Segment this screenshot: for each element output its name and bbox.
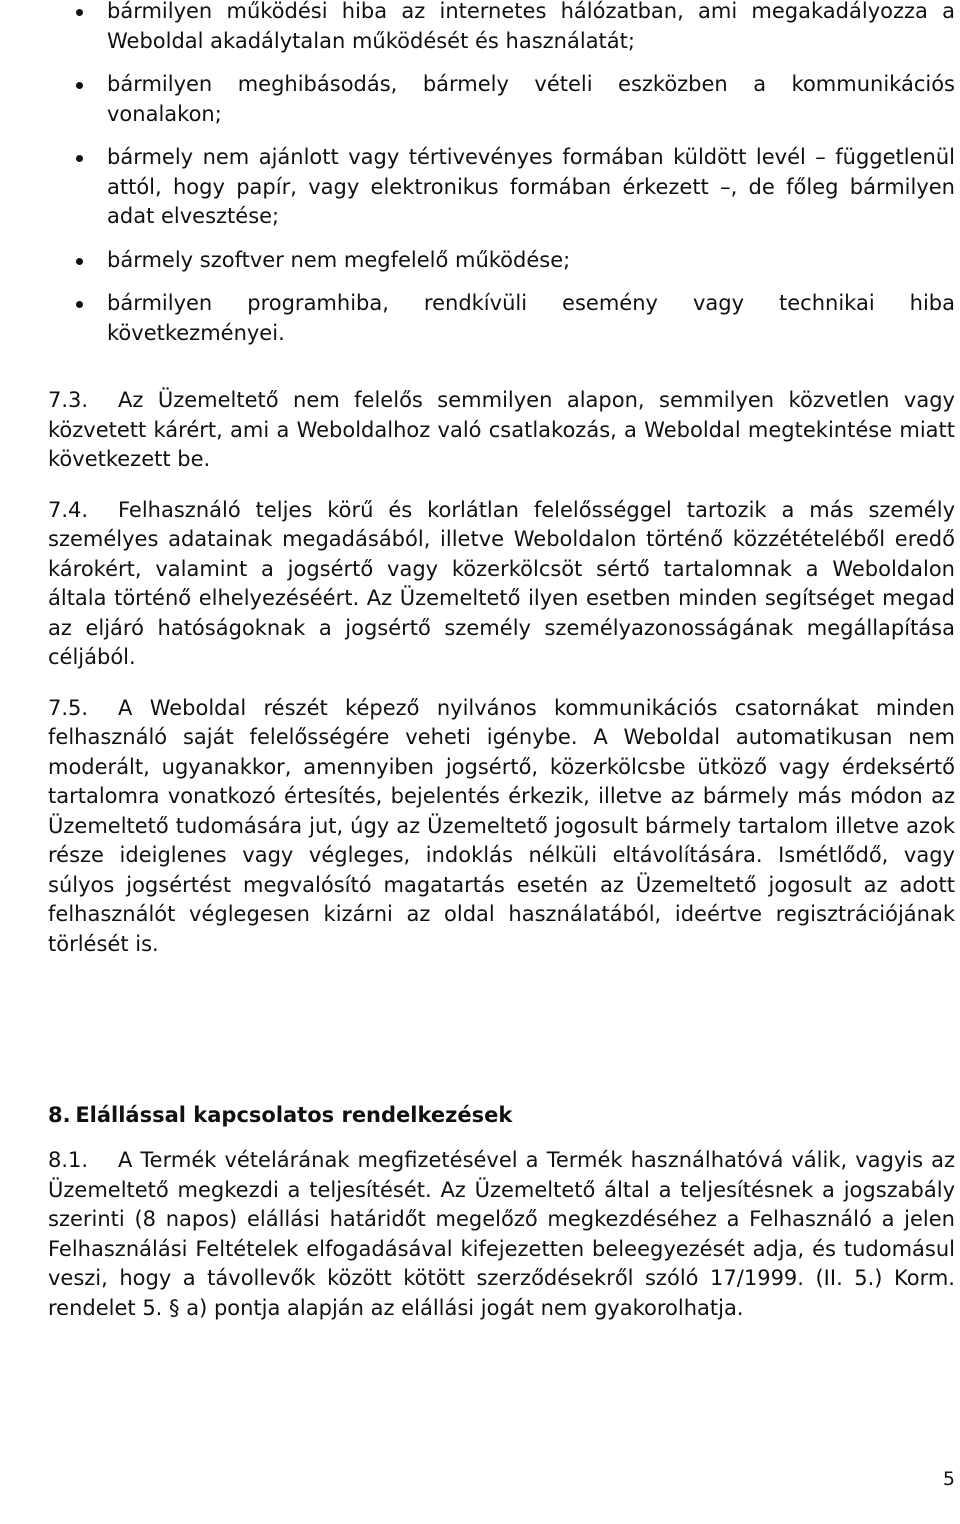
section-8-paragraphs bbox=[48, 1146, 955, 1323]
paragraph-8-1 bbox=[48, 1146, 955, 1323]
paragraph-text: Felhasználó teljes körű és korlátlan felelősséggel tartozik a más személy személyes adatainak megadásából, illetve Weboldalon történő közzétételéből eredő károkért, valamint a jogsértő vagy közerkölcsöt sértő tartalomnak a Weboldalon általa történő elhelyezéséért. Az Üzemeltető ilyen esetben minden segítséget megad az eljáró hatóságoknak a jogsértő személy személyazonosságának megállapítása céljából. bbox=[48, 497, 955, 669]
bullet-icon bbox=[76, 155, 83, 162]
list-item bbox=[38, 70, 955, 129]
page-number: 5 bbox=[942, 1468, 955, 1490]
list-item bbox=[38, 289, 955, 348]
list-item-text: bármilyen programhiba, rendkívüli esemény vagy technikai hiba következményei. bbox=[107, 291, 955, 345]
bullet-list-block bbox=[38, 0, 955, 362]
list-item-text: bármilyen működési hiba az internetes hálózatban, ami megakadályozza a Weboldal akadálytalan működését és használatát; bbox=[107, 0, 955, 53]
paragraph-text: A Termék vételárának megfizetésével a Termék használhatóvá válik, vagyis az Üzemeltető megkezdi a teljesítését. Az Üzemeltető által a teljesítésnek a jogszabály szerinti (8 napos) elállási határidőt megelőző megkezdéséhez a Felhasználó a jelen Felhasználási Feltételek elfogadásával kifejezetten beleegyezését adja, és tudomásul veszi, hogy a távollevők között kötött szerződésekről szóló 17/1999. (II. 5.) Korm. rendelet 5. § a) pontja alapján az elállási jogát nem gyakorolhatja. bbox=[48, 1148, 955, 1320]
paragraph-number: 7.5. bbox=[48, 695, 89, 720]
paragraph-text: Az Üzemeltető nem felelős semmilyen alapon, semmilyen közvetlen vagy közvetett kárért, ami a Weboldalhoz való csatlakozás, a Weboldal megtekintése miatt következett be. bbox=[48, 388, 955, 471]
paragraph-number: 7.4. bbox=[48, 497, 89, 522]
section-7-paragraphs bbox=[48, 386, 955, 959]
bullet-icon bbox=[76, 82, 83, 89]
section-8 bbox=[48, 1101, 955, 1131]
paragraph-number: 7.3. bbox=[48, 388, 89, 412]
section-number: 8. bbox=[48, 1103, 71, 1127]
list-item-text: bármilyen meghibásodás, bármely vételi eszközben a kommunikációs vonalakon; bbox=[107, 72, 955, 126]
list-item bbox=[38, 246, 955, 276]
paragraph-7-5 bbox=[48, 694, 955, 960]
section-heading bbox=[48, 1101, 955, 1131]
section-title: Elállással kapcsolatos rendelkezések bbox=[75, 1103, 513, 1127]
bullet-icon bbox=[76, 258, 83, 265]
paragraph-7-4 bbox=[48, 496, 955, 673]
list-item-text: bármely nem ajánlott vagy tértivevényes formában küldött levél – függetlenül attól, hogy papír, vagy elektronikus formában érkezett –, de főleg bármilyen adat elvesztése; bbox=[107, 145, 955, 228]
list-item bbox=[38, 0, 955, 56]
bullet-list bbox=[38, 0, 955, 348]
paragraph-text: A Weboldal részét képező nyilvános kommunikációs csatornákat minden felhasználó saját felelősségére veheti igénybe. A Weboldal automatikusan nem moderált, ugyanakkor, amennyiben jogsértő, közerkölcsbe ütköző vagy érdeksértő tartalomra vonatkozó értesítés, bejelentés érkezik, illetve az bármely más módon az Üzemeltető tudomására jut, úgy az Üzemeltető jogosult bármely tartalom illetve azok része ideiglenes vagy végleges, indoklás nélküli eltávolítására. Ismétlődő, vagy súlyos jogsértést megvalósító magatartás esetén az Üzemeltető jogosult az adott felhasználót véglegesen kizárni az oldal használatából, ideértve regisztrációjának törlését is. bbox=[48, 695, 955, 956]
paragraph-number: 8.1. bbox=[48, 1148, 89, 1172]
list-item bbox=[38, 143, 955, 232]
list-item-text: bármely szoftver nem megfelelő működése; bbox=[107, 247, 571, 272]
bullet-icon bbox=[76, 301, 83, 308]
bullet-icon bbox=[76, 9, 83, 16]
paragraph-7-3 bbox=[48, 386, 955, 475]
